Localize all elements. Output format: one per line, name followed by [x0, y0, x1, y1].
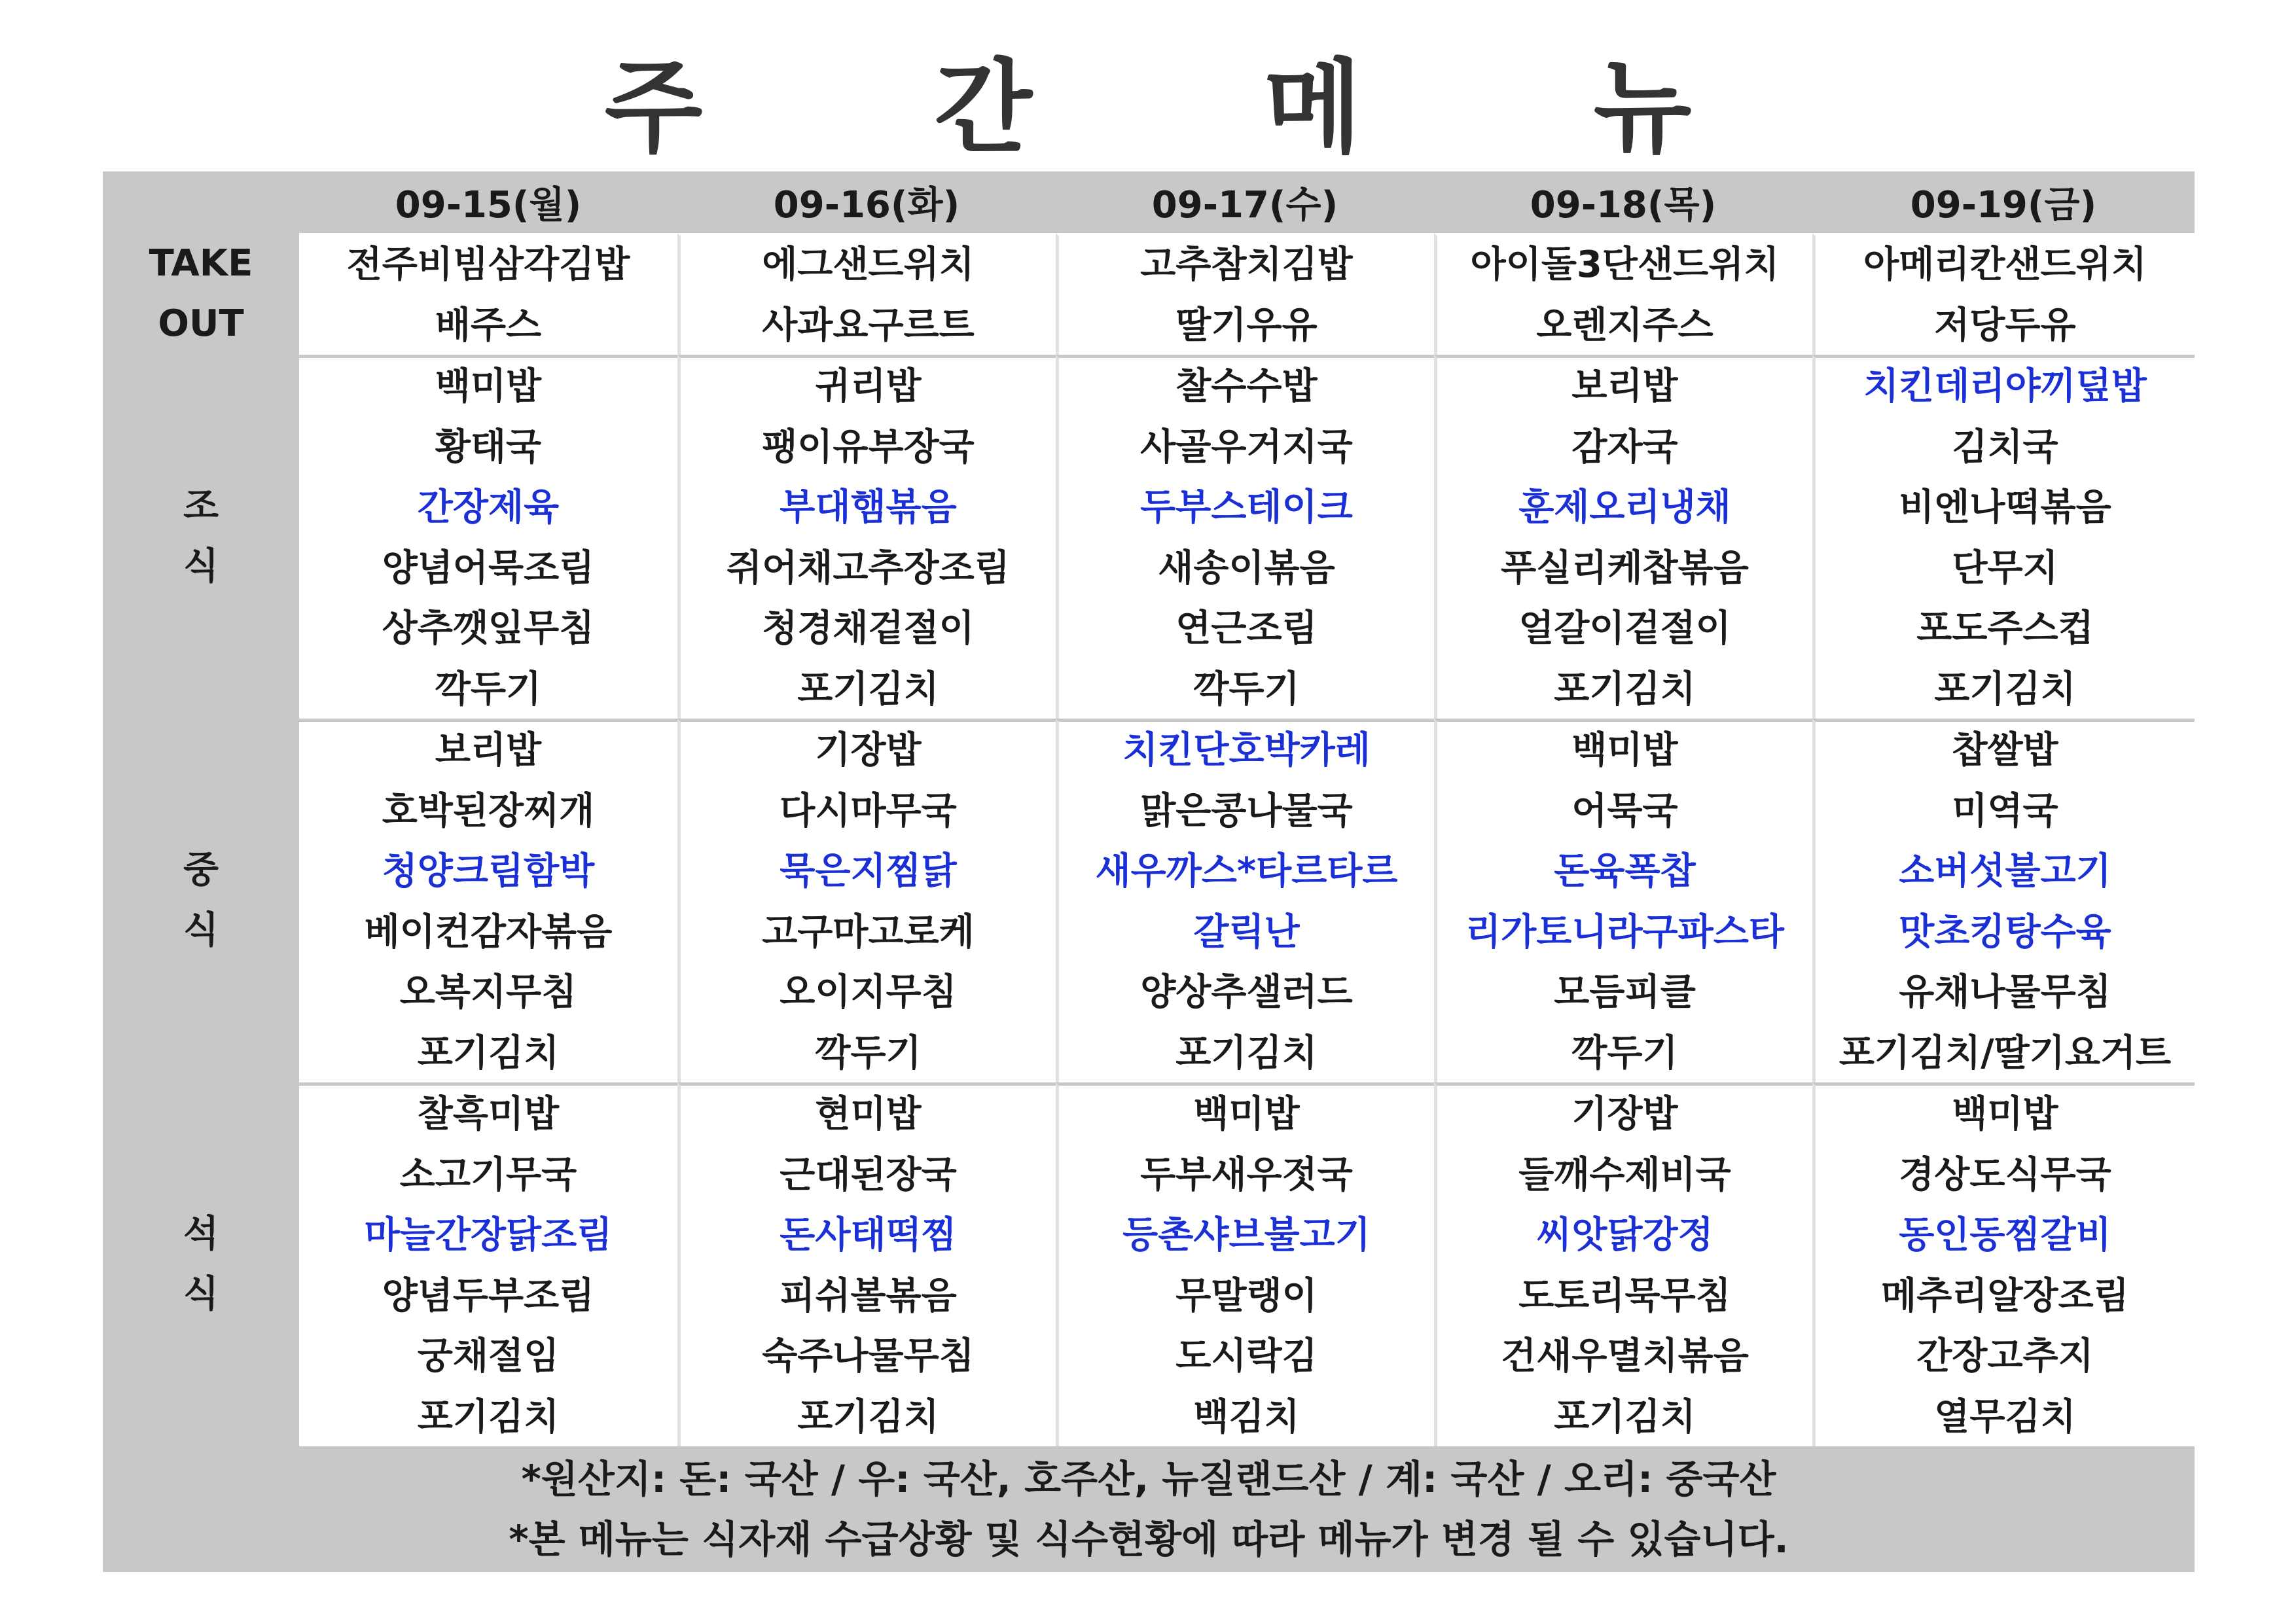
header-corner [103, 171, 299, 233]
day-header: 09-16(화) [773, 184, 960, 226]
day-header: 09-19(금) [1910, 184, 2097, 226]
menu-cell-dinner-day2 [677, 1082, 1056, 1446]
menu-item: 숙주나물무침 [762, 1335, 975, 1378]
meal-label-breakfast [103, 355, 299, 719]
menu-cell-takeout-day1 [299, 233, 677, 355]
meal-label-line: OUT [158, 302, 244, 345]
menu-cell-breakfast-day1 [299, 355, 677, 719]
menu-cell-lunch-day4 [1434, 719, 1812, 1082]
menu-item: 백미밥 [1571, 729, 1678, 772]
menu-item: 오복지무침 [399, 971, 577, 1014]
menu-item: 고추참치김밥 [1140, 243, 1353, 286]
menu-cell-breakfast-day4 [1434, 355, 1812, 719]
menu-item: 백미밥 [1193, 1093, 1300, 1135]
menu-cell-takeout-day2 [677, 233, 1056, 355]
menu-cell-breakfast-day3 [1056, 355, 1434, 719]
menu-item-special: 간장제육 [417, 486, 560, 529]
menu-item: 찹쌀밥 [1952, 729, 2058, 772]
meal-label-line: TAKE [149, 242, 253, 285]
menu-cell-takeout-day3 [1056, 233, 1434, 355]
menu-footer [103, 1446, 2195, 1572]
menu-cell-takeout-day5 [1812, 233, 2195, 355]
menu-item-special: 청양크림함박 [382, 850, 595, 893]
menu-item: 포기김치 [1175, 1031, 1318, 1075]
menu-item-special: 동인동찜갈비 [1899, 1214, 2111, 1257]
menu-item: 아메리칸샌드위치 [1863, 243, 2147, 286]
meal-label-line: 식 [183, 1273, 219, 1315]
menu-item: 모듬피클 [1554, 971, 1696, 1014]
menu-item: 양념어묵조림 [382, 546, 595, 590]
menu-item: 열무김치 [1934, 1395, 2076, 1438]
menu-item: 베이컨감자볶음 [364, 910, 613, 954]
menu-item: 푸실리케찹볶음 [1501, 546, 1749, 590]
menu-grid [103, 171, 2195, 1572]
menu-item: 보리밥 [1571, 365, 1678, 408]
menu-item: 비엔나떡볶음 [1899, 486, 2111, 529]
change-notice: *본 메뉴는 식자재 수급상황 및 식수현황에 따라 메뉴가 변경 될 수 있습니다. [509, 1517, 1789, 1561]
menu-item: 새송이볶음 [1158, 546, 1335, 590]
menu-item: 감자국 [1571, 425, 1678, 469]
menu-item: 경상도식무국 [1899, 1153, 2111, 1196]
menu-board [103, 171, 2195, 1572]
menu-item: 얼갈이겉절이 [1518, 607, 1731, 650]
menu-item: 현미밥 [815, 1093, 922, 1135]
menu-item: 기장밥 [815, 729, 922, 772]
menu-item: 에그샌드위치 [762, 243, 975, 286]
menu-item: 찰흑미밥 [417, 1093, 560, 1135]
menu-item: 팽이유부장국 [762, 425, 975, 469]
menu-item: 보리밥 [435, 729, 542, 772]
menu-item-special: 치킨단호박카레 [1122, 729, 1371, 772]
meal-label-line: 식 [183, 909, 219, 952]
menu-item-special: 부대햄볶음 [780, 486, 957, 529]
menu-item: 사골우거지국 [1140, 425, 1353, 469]
menu-item: 기장밥 [1571, 1093, 1678, 1135]
menu-item: 들깨수제비국 [1518, 1153, 1731, 1196]
menu-item: 호박된장찌개 [382, 789, 595, 832]
menu-item: 고구마고로케 [762, 910, 975, 954]
menu-item-special: 소버섯불고기 [1899, 850, 2111, 893]
menu-item: 메추리알장조림 [1881, 1274, 2129, 1317]
menu-item-special: 리가토니라구파스타 [1465, 910, 1784, 954]
menu-item: 깍두기 [1193, 668, 1300, 711]
menu-item: 오렌지주스 [1536, 304, 1713, 347]
menu-item: 유채나물무침 [1899, 971, 2111, 1014]
menu-item: 포기김치 [797, 1395, 939, 1438]
menu-item: 사과요구르트 [762, 304, 975, 347]
meal-label-line: 중 [183, 849, 219, 891]
menu-item: 간장고추지 [1916, 1335, 2094, 1378]
menu-item: 깍두기 [1571, 1031, 1678, 1075]
menu-item: 전주비빔삼각김밥 [346, 243, 630, 286]
menu-item: 백미밥 [1952, 1093, 2058, 1135]
menu-item: 도토리묵무침 [1518, 1274, 1731, 1317]
menu-item: 양상추샐러드 [1140, 971, 1353, 1014]
menu-cell-dinner-day1 [299, 1082, 677, 1446]
menu-item: 쥐어채고추장조림 [726, 546, 1010, 590]
menu-item: 포기김치 [1554, 1395, 1696, 1438]
menu-item: 백김치 [1193, 1395, 1300, 1438]
menu-item: 포도주스컵 [1916, 607, 2094, 650]
menu-cell-breakfast-day2 [677, 355, 1056, 719]
meal-label-line: 식 [183, 545, 219, 588]
menu-item: 어묵국 [1571, 789, 1678, 832]
menu-item: 백미밥 [435, 365, 542, 408]
menu-item: 다시마무국 [780, 789, 957, 832]
menu-item: 도시락김 [1175, 1335, 1318, 1378]
menu-item: 김치국 [1952, 425, 2058, 469]
menu-cell-lunch-day1 [299, 719, 677, 1082]
day-header: 09-17(수) [1151, 184, 1338, 226]
menu-item: 근대된장국 [780, 1153, 957, 1196]
menu-item-special: 두부스테이크 [1140, 486, 1353, 529]
menu-item: 포기김치 [417, 1031, 560, 1075]
page-title: 주 간 메 뉴 [604, 48, 1790, 167]
menu-item-special: 갈릭난 [1193, 910, 1300, 954]
menu-cell-lunch-day2 [677, 719, 1056, 1082]
meal-label-line: 조 [183, 485, 219, 527]
menu-item: 궁채절임 [417, 1335, 560, 1378]
menu-item: 아이돌3단샌드위치 [1470, 243, 1780, 286]
menu-item: 단무지 [1952, 546, 2058, 590]
menu-item: 깍두기 [815, 1031, 922, 1075]
menu-cell-lunch-day5 [1812, 719, 2195, 1082]
menu-item: 포기김치 [417, 1395, 560, 1438]
menu-item-special: 마늘간장닭조림 [364, 1214, 613, 1257]
menu-item: 오이지무침 [780, 971, 957, 1014]
menu-cell-dinner-day4 [1434, 1082, 1812, 1446]
menu-item: 귀리밥 [815, 365, 922, 408]
origin-note: *원산지: 돈: 국산 / 우: 국산, 호주산, 뉴질랜드산 / 계: 국산 / 오리: 중국산 [521, 1457, 1776, 1501]
menu-item: 포기김치 [797, 668, 939, 711]
day-header: 09-18(목) [1530, 184, 1717, 226]
meal-label-lunch [103, 719, 299, 1082]
menu-item: 포기김치 [1554, 668, 1696, 711]
menu-item: 포기김치/딸기요거트 [1839, 1031, 2172, 1075]
menu-item: 찰수수밥 [1175, 365, 1318, 408]
menu-item: 피쉬볼볶음 [780, 1274, 957, 1317]
menu-item-special: 씨앗닭강정 [1536, 1214, 1713, 1257]
menu-item: 상추깻잎무침 [382, 607, 595, 650]
menu-item: 무말랭이 [1175, 1274, 1318, 1317]
menu-item-special: 맛초킹탕수육 [1899, 910, 2111, 954]
menu-item: 양념두부조림 [382, 1274, 595, 1317]
meal-label-takeout [103, 233, 299, 355]
menu-item-special: 돈사태떡찜 [780, 1214, 957, 1257]
menu-item: 포기김치 [1934, 668, 2076, 711]
menu-item: 소고기무국 [399, 1153, 577, 1196]
menu-item: 맑은콩나물국 [1140, 789, 1353, 832]
menu-item: 두부새우젓국 [1140, 1153, 1353, 1196]
menu-cell-breakfast-day5 [1812, 355, 2195, 719]
day-header: 09-15(월) [395, 184, 582, 226]
menu-item-special: 돈육폭찹 [1554, 850, 1696, 893]
menu-item-special: 묵은지찜닭 [780, 850, 957, 893]
menu-cell-takeout-day4 [1434, 233, 1812, 355]
menu-item-special: 치킨데리야끼덮밥 [1863, 365, 2147, 408]
menu-cell-dinner-day3 [1056, 1082, 1434, 1446]
menu-item: 저당두유 [1934, 304, 2076, 347]
menu-cell-lunch-day3 [1056, 719, 1434, 1082]
menu-item-special: 훈제오리냉채 [1518, 486, 1731, 529]
menu-item: 배주스 [435, 304, 542, 347]
menu-item: 깍두기 [435, 668, 542, 711]
menu-item-special: 등촌샤브불고기 [1122, 1214, 1371, 1257]
meal-label-line: 석 [183, 1213, 219, 1255]
menu-item: 건새우멸치볶음 [1501, 1335, 1749, 1378]
menu-item: 청경채겉절이 [762, 607, 975, 650]
menu-item: 황태국 [435, 425, 542, 469]
menu-item-special: 새우까스*타르타르 [1095, 850, 1398, 893]
menu-item: 미역국 [1952, 789, 2058, 832]
menu-cell-dinner-day5 [1812, 1082, 2195, 1446]
menu-item: 연근조림 [1175, 607, 1318, 650]
meal-label-dinner [103, 1082, 299, 1446]
menu-item: 딸기우유 [1175, 304, 1318, 347]
